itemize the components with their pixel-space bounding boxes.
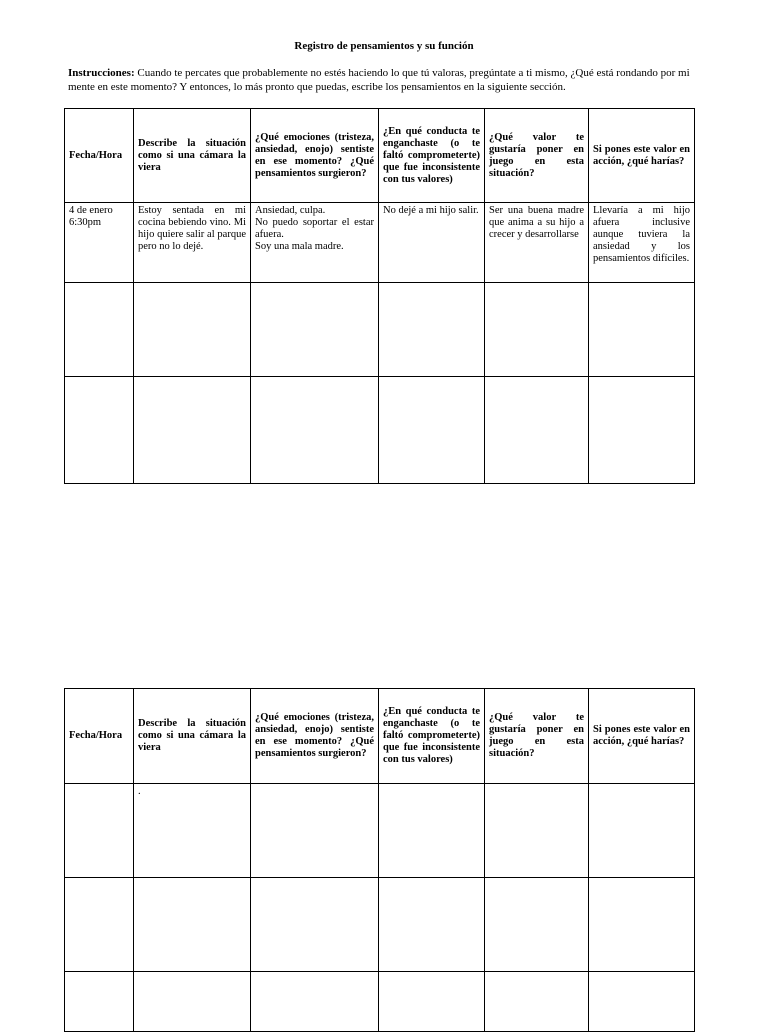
empty-cell: [589, 878, 695, 972]
empty-cell: [379, 784, 485, 878]
empty-cell: [589, 377, 695, 484]
empty-cell: [589, 784, 695, 878]
table-row: [65, 203, 695, 283]
empty-cell: [589, 283, 695, 377]
table-row: [65, 784, 695, 878]
empty-cell: [485, 878, 589, 972]
fecha-date: 4 de enero: [69, 205, 113, 216]
empty-cell: [379, 972, 485, 1032]
cell-accion: Llevaría a mi hijo afuera inclusive aunque tuviera la ansiedad y los pensamientos difíciles.: [589, 203, 695, 283]
empty-cell: [485, 784, 589, 878]
instructions-label: Instrucciones:: [68, 67, 135, 79]
empty-cell: [134, 283, 251, 377]
empty-cell: [379, 878, 485, 972]
empty-cell: [485, 972, 589, 1032]
empty-cell: [65, 878, 134, 972]
emociones-line-2: No puedo soportar el estar afuera.: [255, 217, 374, 240]
instructions-text: Cuando te percates que probablemente no estés haciendo lo que tú valoras, pregúntate a ti mismo, ¿Qué está rondando por mi mente en este momento? Y entonces, lo más pronto que puedas, escribe los pensamientos en la siguiente sección.: [68, 67, 690, 93]
header-situacion: Describe la situación como si una cámara la viera: [134, 109, 251, 203]
empty-cell: [485, 283, 589, 377]
instructions: [68, 67, 700, 94]
empty-cell: [134, 878, 251, 972]
empty-cell: [134, 784, 251, 878]
header-valor: ¿Qué valor te gustaría poner en juego en esta situación?: [485, 109, 589, 203]
cell-emociones: [251, 203, 379, 283]
fecha-time: 6:30pm: [69, 217, 102, 228]
empty-cell: [251, 972, 379, 1032]
empty-cell: [251, 377, 379, 484]
empty-cell: [589, 972, 695, 1032]
cell-situacion: Estoy sentada en mi cocina bebiendo vino. Mi hijo quiere salir al parque pero no lo dejé.: [134, 203, 251, 283]
header-valor: ¿Qué valor te gustaría poner en juego en esta situación?: [485, 689, 589, 784]
cell-conducta: No dejé a mi hijo salir.: [379, 203, 485, 283]
cell-valor: Ser una buena madre que anima a su hijo a crecer y desarrollarse: [485, 203, 589, 283]
header-accion: Si pones este valor en acción, ¿qué harías?: [589, 689, 695, 784]
header-emociones: ¿Qué emociones (tristeza, ansiedad, enojo) sentiste en ese momento? ¿Qué pensamientos surgieron?: [251, 109, 379, 203]
cell-fecha: [65, 203, 134, 283]
empty-cell: [379, 377, 485, 484]
thought-record-table-2: [64, 688, 695, 1032]
stray-mark: .: [138, 786, 141, 797]
header-fecha-hora: Fecha/Hora: [65, 109, 134, 203]
empty-cell: [65, 377, 134, 484]
empty-cell: [65, 972, 134, 1032]
table-row: [65, 283, 695, 377]
empty-cell: [379, 283, 485, 377]
header-fecha-hora: Fecha/Hora: [65, 689, 134, 784]
emociones-line-3: Soy una mala madre.: [255, 241, 344, 252]
empty-cell: [251, 784, 379, 878]
document-title: Registro de pensamientos y su función: [294, 40, 474, 52]
header-situacion: Describe la situación como si una cámara la viera: [134, 689, 251, 784]
empty-cell: [134, 972, 251, 1032]
empty-cell: [251, 283, 379, 377]
empty-cell: [485, 377, 589, 484]
table-row: [65, 972, 695, 1032]
table-row: [65, 878, 695, 972]
empty-cell: [65, 283, 134, 377]
empty-cell: [134, 377, 251, 484]
table-row: [65, 377, 695, 484]
header-emociones: ¿Qué emociones (tristeza, ansiedad, enojo) sentiste en ese momento? ¿Qué pensamientos surgieron?: [251, 689, 379, 784]
thought-record-table-1: [64, 108, 695, 484]
emociones-line-1: Ansiedad, culpa.: [255, 205, 326, 216]
empty-cell: [65, 784, 134, 878]
header-accion: Si pones este valor en acción, ¿qué harías?: [589, 109, 695, 203]
header-conducta: ¿En qué conducta te enganchaste (o te faltó comprometerte) que fue inconsistente con tus valores): [379, 109, 485, 203]
header-conducta: ¿En qué conducta te enganchaste (o te faltó comprometerte) que fue inconsistente con tus valores): [379, 689, 485, 784]
empty-cell: [251, 878, 379, 972]
